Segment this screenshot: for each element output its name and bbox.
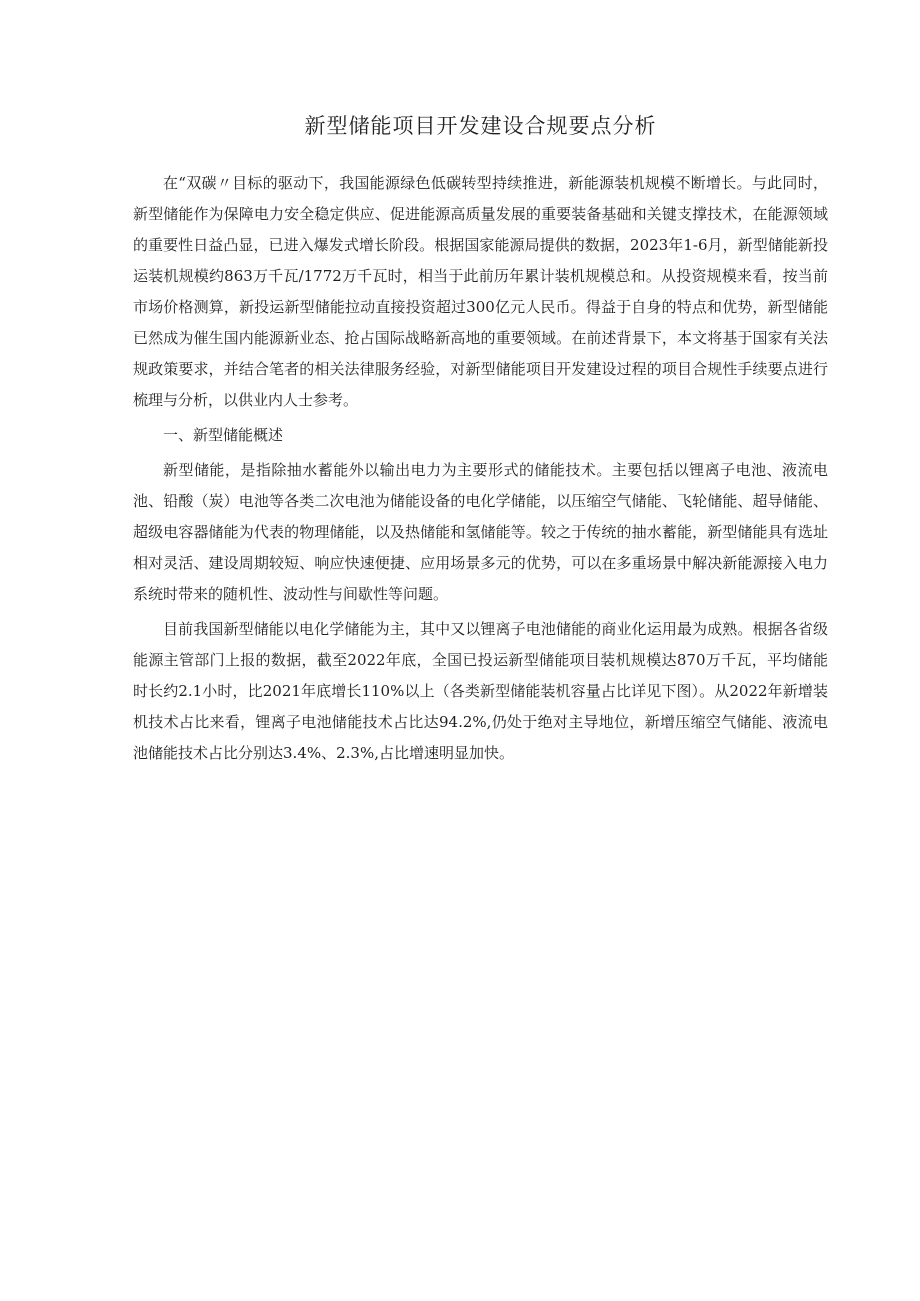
document-title: 新型储能项目开发建设合规要点分析 bbox=[304, 114, 657, 138]
definition-paragraph: 新型储能，是指除抽水蓄能外以输出电力为主要形式的储能技术。主要包括以锂离子电池、液流电池、铅酸（炭）电池等各类二次电池为储能设备的电化学储能，以压缩空气储能、飞轮储能、超导储能、超级电容器储能为代表的物理储能，以及热储能和氢储能等。较之于传统的抽水蓄能，新型储能具有选址相对灵活、建设周期较短、响应快速便捷、应用场景多元的优势，可以在多重场景中解决新能源接入电力系统时带来的随机性、波动性与间歇性等问题。 bbox=[133, 461, 828, 603]
document-content bbox=[133, 108, 828, 769]
section-heading: 一、新型储能概述 bbox=[163, 426, 284, 444]
document-body bbox=[133, 168, 828, 769]
intro-paragraph: 在“双碳〃目标的驱动下，我国能源绿色低碳转型持续推进，新能源装机规模不断增长。与此同时，新型储能作为保障电力安全稳定供应、促进能源高质量发展的重要装备基础和关键支撑技术，在能源领域的重要性日益凸显，已进入爆发式增长阶段。根据国家能源局提供的数据，2023年1-6月，新型储能新投运装机规模约863万千瓦/1772万千瓦时，相当于此前历年累计装机规模总和。从投资规模来看，按当前市场价格测算，新投运新型储能拉动直接投资超过300亿元人民币。得益于自身的特点和优势，新型储能已然成为催生国内能源新业态、抢占国际战略新高地的重要领域。在前述背景下，本文将基于国家有关法规政策要求，并结合笔者的相关法律服务经验，对新型储能项目开发建设过程的项目合规性手续要点进行梳理与分析，以供业内人士参考。 bbox=[133, 174, 828, 409]
status-paragraph: 目前我国新型储能以电化学储能为主，其中又以锂离子电池储能的商业化运用最为成熟。根据各省级能源主管部门上报的数据，截至2022年底，全国已投运新型储能项目装机规模达870万千瓦，平均储能时长约2.1小时，比2021年底增长110%以上（各类新型储能装机容量占比详见下图）。从2022年新增装机技术占比来看，锂离子电池储能技术占比达94.2%,仍处于绝对主导地位，新增压缩空气储能、液流电池储能技术占比分别达3.4%、2.3%,占比增速明显加快。 bbox=[133, 620, 828, 762]
